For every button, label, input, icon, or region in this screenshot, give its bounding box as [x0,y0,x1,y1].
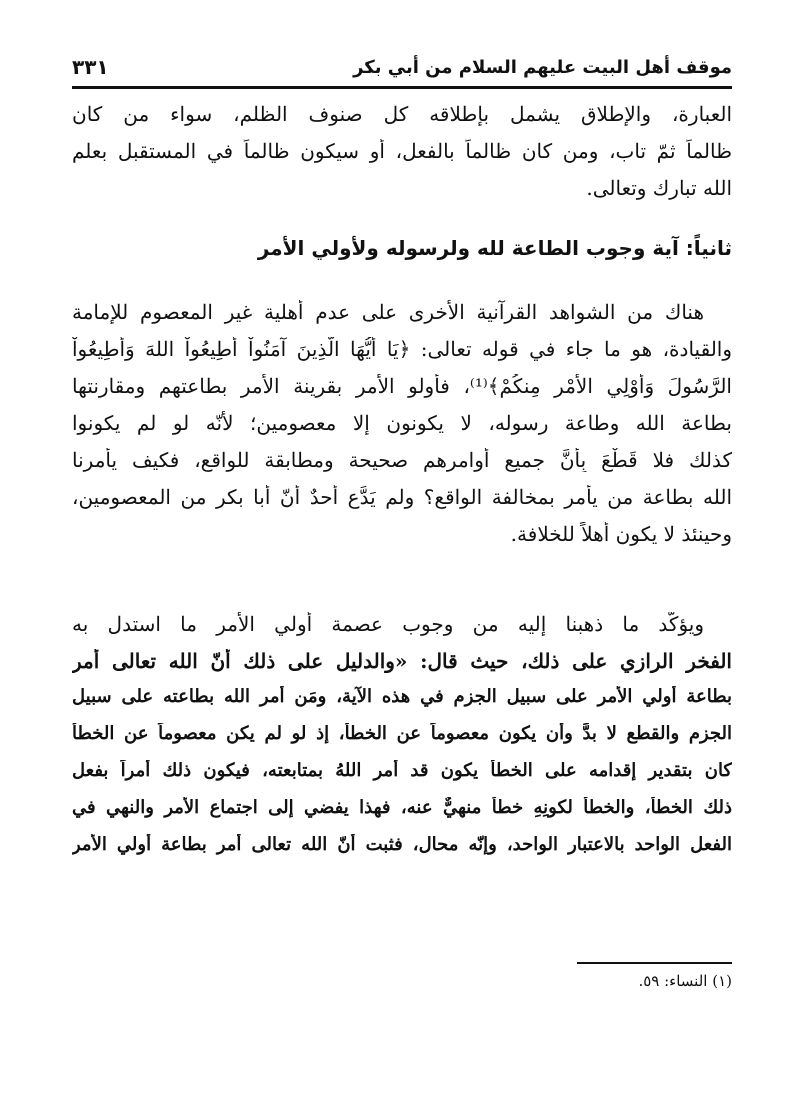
footnote-rule [577,962,732,964]
header-title: موقف أهل البيت عليهم السلام من أبي بكر [353,56,732,78]
text-line: ظالماً ثمّ تاب، ومن كان ظالماً بالفعل، أو سيكون ظالماً في المستقبل بعلم [72,139,732,163]
text-line: كان بتقدير إقدامه على الخطأ يكون قد أمر اللهُ بمتابعته، فيكون ذلك أمراً بفعل [72,760,732,781]
text-line: الله تبارك وتعالى. [586,176,732,200]
text-line: والقيادة، هو ما جاء في قوله تعالى: ﴿يَا أَيُّهَا الَّذِينَ آمَنُواْ أَطِيعُواْ اللهَ وَأَطِيعُواْ [72,337,732,361]
text-line: العبارة، والإطلاق يشمل بإطلاقه كل صنوف الظلم، سواء من كان [72,102,732,126]
text-line: هناك من الشواهد القرآنية الأخرى على عدم أهلية غير المعصوم للإمامة [72,300,704,324]
text-line: الرَّسُولَ وَأُوْلِي الأَمْرِ مِنكُمْ﴾⁽¹⁾، فأُولو الأمر بقرينة الأمر بطاعتهم ومقارنتها [72,374,732,398]
text-line: وحينئذ لا يكون أهلاً للخلافة. [510,522,732,546]
text-line: الفخر الرازي على ذلك، حيث قال: «والدليل على ذلك أنّ الله تعالى أمر [72,649,732,673]
page-number: ٣٣١ [72,55,109,79]
footnote: (١) النساء: ٥٩. [638,972,732,990]
text-line: ويؤكّد ما ذهبنا إليه من وجوب عصمة أولي الأمر ما استدل به [72,612,704,636]
section-heading: ثانياً: آية وجوب الطاعة لله ولرسوله ولأولي الأمر [257,236,732,260]
text-line: الجزم والقطع لا بدَّ وأن يكون معصوماً عن الخطأ، إذ لو لم يكن معصوماً عن الخطأ [72,723,732,744]
running-header [72,50,732,84]
text-line: بطاعة أولي الأمر على سبيل الجزم في هذه الآية، ومَن أمر الله بطاعته على سبيل [72,686,732,707]
text-line: كذلك فلا قَطْعَ بِأَنَّ جميع أوامرهم صحيحة ومطابقة للواقع، فكيف يأمرنا [72,448,732,472]
header-rule [72,86,732,89]
text-line: الله بطاعة من يأمر بمخالفة الواقع؟ ولم يَدَّعِ أحدٌ أنّ أبا بكر من المعصومين، [72,485,732,509]
text-line: بطاعة الله وطاعة رسوله، لا يكونون إلا معصومين؛ لأنّه لو لم يكونوا [72,411,732,435]
text-line: ذلك الخطأ، والخطأُ لكونِهِ خطأ منهيٌّ عنه، فهذا يفضي إلى اجتماع الأمر والنهي في [72,797,732,818]
text-line: الفعل الواحد بالاعتبار الواحد، وإنّه محال، فثبت أنّ الله تعالى أمر بطاعة أولي الأمر [72,834,732,855]
